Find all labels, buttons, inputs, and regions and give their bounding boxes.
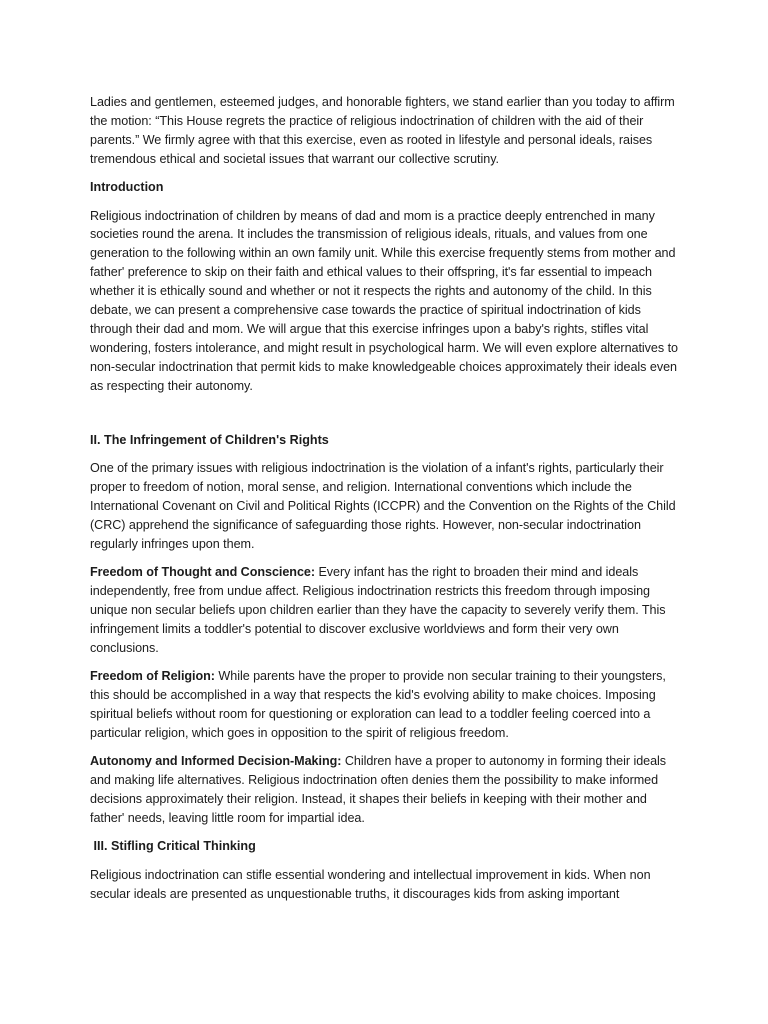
introduction-body: Religious indoctrination of children by means of dad and mom is a practice deeply entrenched in many societies round the arena. It includes the transmission of religious ideals, rituals, and values from one generation to the following within an own family unit. While this exercise frequently stems from mother and father' preference to skip on their faith and ethical values to their offspring, it's far essential to impeach whether it is ethically sound and whether or not it respects the rights and autonomy of the child. In this debate, we can present a comprehensive case towards the practice of spiritual indoctrination of kids through their dad and mom. We will argue that this exercise infringes upon a baby's rights, stifles vital wondering, fosters intolerance, and might result in psychological harm. We will even explore alternatives to non-secular indoctrination that permit kids to make knowledgeable choices approximately their ideals even as respecting their autonomy. xyxy=(90,208,678,393)
critical-thinking-body: Religious indoctrination can stifle essential wondering and intellectual improvement in kids. When non secular ideals are presented as unquestionable truths, it discourages kids from asking important xyxy=(90,867,651,901)
childrens-rights-body: One of the primary issues with religious indoctrination is the violation of a infant's rights, particularly their proper to freedom of notion, moral sense, and religion. International conventions which include the International Covenant on Civil and Political Rights (ICCPR) and the Convention on the Rights of the Child (CRC) apprehend the significance of safeguarding those rights. However, non-secular indoctrination regularly infringes upon them. xyxy=(90,461,676,551)
point-lead: Freedom of Thought and Conscience: xyxy=(90,565,315,580)
point-autonomy xyxy=(90,752,680,828)
point-freedom-of-religion xyxy=(90,667,680,743)
point-text: While parents have the proper to provide non secular training to their youngsters, this should be accomplished in a way that respects the kid's evolving ability to make choices. Imposing spiritual beliefs without room for questioning or exploration can lead to a toddler feeling coerced into a particular religion, which goes in opposition to the spirit of religious freedom. xyxy=(90,669,666,740)
point-freedom-of-thought xyxy=(90,563,680,658)
heading-introduction: Introduction xyxy=(90,180,164,195)
intro-paragraph: Ladies and gentlemen, esteemed judges, and honorable fighters, we stand earlier than you today to affirm the motion: “This House regrets the practice of religious indoctrination of children with the aid of their parents.” We firmly agree with that this exercise, even as rooted in lifestyle and personal ideals, raises tremendous ethical and societal issues that warrant our collective scrutiny. xyxy=(90,95,675,166)
point-text: Every infant has the right to broaden their mind and ideals independently, free from undue affect. Religious indoctrination restricts this freedom through imposing unique non secular beliefs upon children earlier than they have the capacity to severely verify them. This infringement limits a toddler's potential to discover exclusive worldviews and form their very own conclusions. xyxy=(90,565,666,655)
point-lead: Freedom of Religion: xyxy=(90,669,215,684)
heading-childrens-rights: II. The Infringement of Children's Rights xyxy=(90,432,329,447)
point-text: Children have a proper to autonomy in forming their ideals and making life alternatives. Religious indoctrination often denies them the possibility to make informed decisions approximately their religion. Instead, it shapes their beliefs in keeping with their mother and father' needs, leaving little room for impartial idea. xyxy=(90,754,667,825)
point-lead: Autonomy and Informed Decision-Making: xyxy=(90,754,342,769)
heading-critical-thinking: III. Stifling Critical Thinking xyxy=(90,839,256,854)
